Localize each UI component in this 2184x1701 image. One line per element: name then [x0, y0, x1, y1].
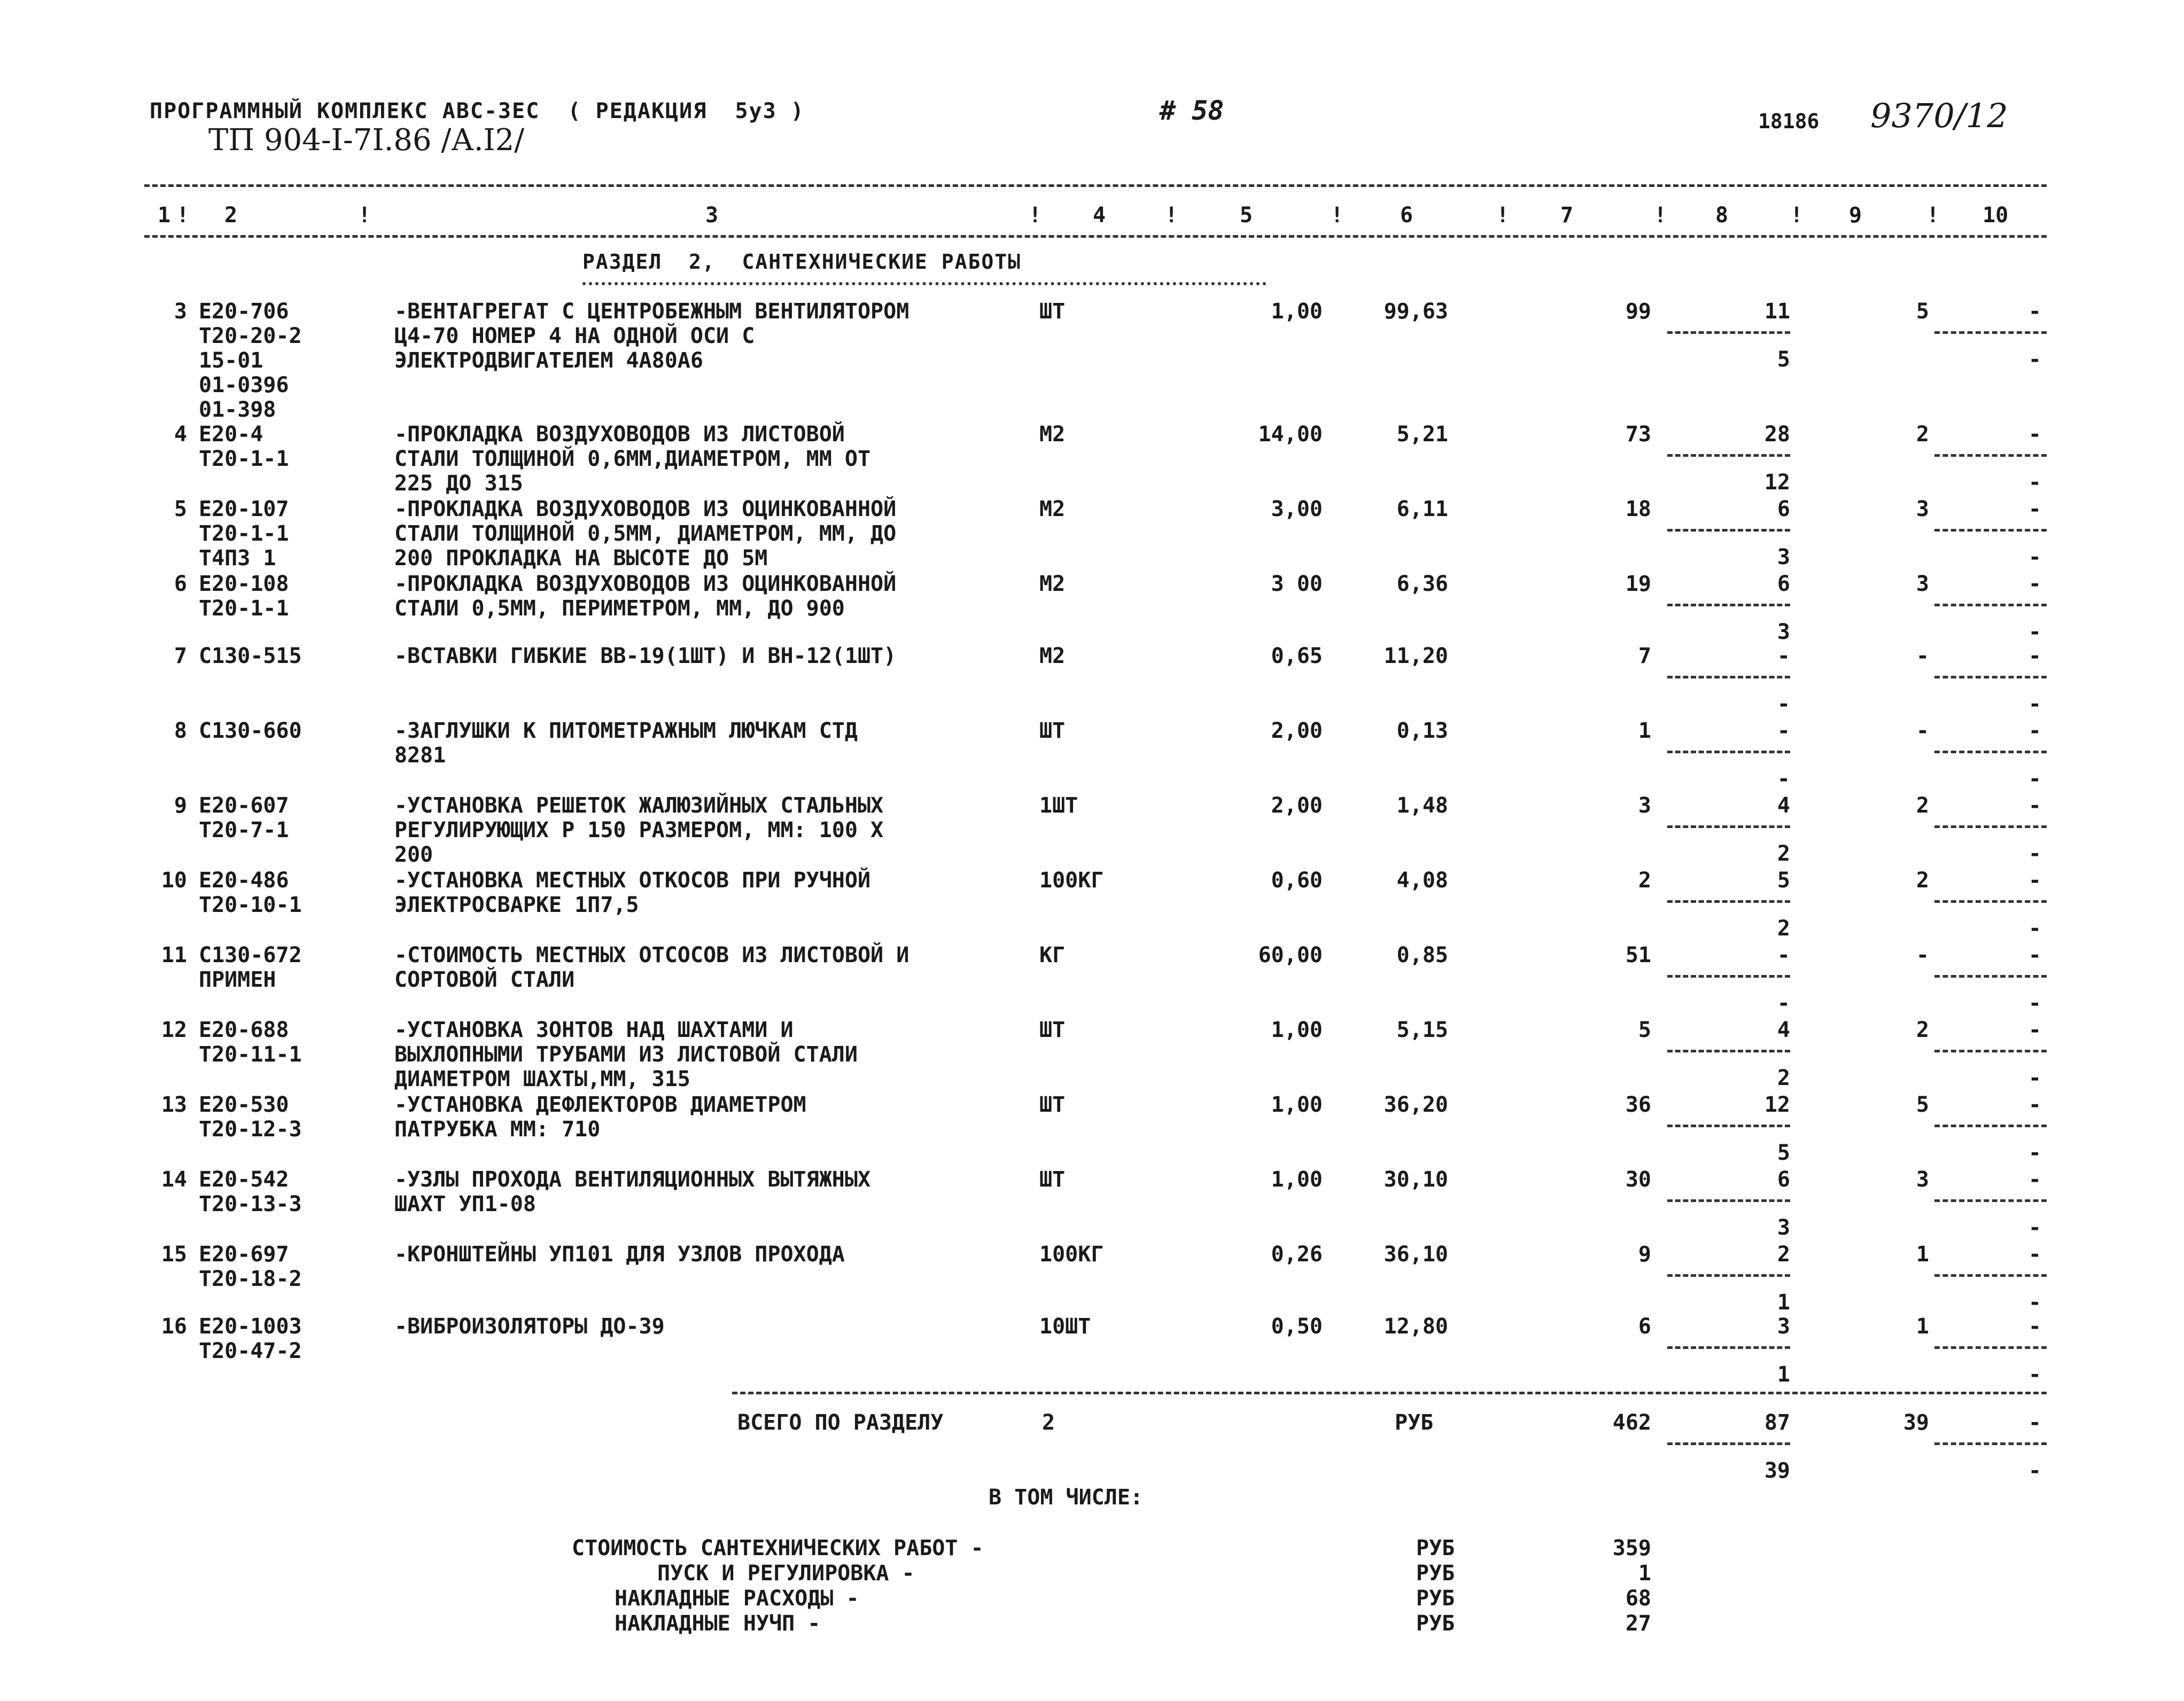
row-code: С130-515 — [199, 644, 302, 668]
row-total: 73 — [1625, 422, 1651, 447]
row-col10: - — [2028, 644, 2041, 668]
col-separator: ! — [1331, 203, 1344, 228]
row-unit: ШТ — [1039, 1093, 1066, 1117]
row-unit: ШТ — [1039, 719, 1066, 743]
row-col9: 2 — [1916, 422, 1929, 447]
row-col8: 12 — [1764, 1093, 1790, 1117]
row-quantity: 1,00 — [1271, 1167, 1323, 1192]
row-col8-lower: 3 — [1777, 545, 1790, 569]
col-separator: ! — [1926, 203, 1940, 228]
row-description: -ПРОКЛАДКА ВОЗДУХОВОДОВ ИЗ ОЦИНКОВАННОЙ СТАЛИ 0,5ММ, ПЕРИМЕТРОМ, ММ, ДО 900 — [394, 572, 897, 621]
row-col10-lower: - — [2028, 1215, 2041, 1240]
row-total: 19 — [1625, 572, 1651, 596]
col-separator: ! — [1029, 203, 1042, 228]
row-code: Е20-4 Т20-1-1 — [199, 422, 289, 471]
row-price: 0,13 — [1396, 719, 1448, 743]
col8-fraction-line — [1667, 1199, 1790, 1202]
col-8: 8 — [1715, 203, 1729, 228]
summary-label: ВСЕГО ПО РАЗДЕЛУ — [737, 1410, 944, 1435]
row-col8-lower: - — [1777, 991, 1790, 1016]
col-4: 4 — [1093, 203, 1106, 228]
col-separator: ! — [358, 203, 371, 228]
summary-unit: РУБ — [1395, 1410, 1434, 1435]
row-code: Е20-530 Т20-12-3 — [199, 1093, 302, 1142]
row-number: 14 — [161, 1167, 187, 1192]
row-unit: ШТ — [1039, 1167, 1066, 1192]
row-total: 3 — [1638, 793, 1651, 818]
row-col10: - — [2028, 943, 2041, 967]
row-col8: 4 — [1777, 1018, 1790, 1042]
row-number: 15 — [161, 1242, 187, 1267]
row-col8: - — [1777, 644, 1790, 668]
row-description: -ВИБРОИЗОЛЯТОРЫ ДО-39 — [394, 1314, 665, 1339]
col-7: 7 — [1560, 203, 1574, 228]
row-description: -УСТАНОВКА ЗОНТОВ НАД ШАХТАМИ И ВЫХЛОПНЫМИ ТРУБАМИ ИЗ ЛИСТОВОЙ СТАЛИ ДИАМЕТРОМ ШАХТЫ,ММ, 315 — [394, 1018, 858, 1091]
row-price: 99,63 — [1384, 299, 1448, 324]
row-total: 36 — [1625, 1093, 1651, 1117]
col10-fraction-line — [1934, 825, 2047, 828]
section-title: РАЗДЕЛ 2, САНТЕХНИЧЕСКИЕ РАБОТЫ — [582, 250, 1021, 274]
col8-fraction-line — [1667, 1274, 1790, 1277]
row-col8: 6 — [1777, 497, 1790, 521]
col8-fraction-line — [1667, 454, 1790, 457]
row-col8-lower: 5 — [1777, 1141, 1790, 1165]
col8-fraction-line — [1667, 331, 1790, 334]
header-divider — [144, 235, 2047, 238]
row-col10-lower: - — [2028, 767, 2041, 791]
row-col10-lower: - — [2028, 470, 2041, 495]
row-col10-lower: - — [2028, 1290, 2041, 1315]
row-total: 99 — [1625, 299, 1651, 324]
row-col10: - — [2028, 422, 2041, 447]
row-description: -СТОИМОСТЬ МЕСТНЫХ ОТСОСОВ ИЗ ЛИСТОВОЙ И СОРТОВОЙ СТАЛИ — [394, 943, 910, 992]
col10-fraction-line — [1934, 751, 2047, 753]
col-5: 5 — [1240, 203, 1253, 228]
row-quantity: 1,00 — [1271, 299, 1323, 324]
summary-divider — [732, 1392, 2047, 1394]
col8-fraction-line — [1667, 676, 1790, 678]
col-6: 6 — [1400, 203, 1413, 228]
row-number: 10 — [161, 868, 187, 893]
row-code: Е20-486 Т20-10-1 — [199, 868, 302, 917]
row-price: 1,48 — [1396, 793, 1448, 818]
row-code: Е20-688 Т20-11-1 — [199, 1018, 302, 1067]
document-number: 18186 — [1758, 110, 1820, 133]
row-col10: - — [2028, 1314, 2041, 1339]
row-col10: - — [2028, 719, 2041, 743]
row-col8-lower: 2 — [1777, 1066, 1790, 1090]
row-quantity: 1,00 — [1271, 1018, 1323, 1042]
row-col8: 6 — [1777, 572, 1790, 596]
breakdown-label: СТОИМОСТЬ САНТЕХНИЧЕСКИХ РАБОТ - — [572, 1536, 984, 1560]
col8-fraction-line — [1667, 529, 1790, 532]
row-col8: 2 — [1777, 1242, 1790, 1267]
row-col10: - — [2028, 497, 2041, 521]
row-description: -ЗАГЛУШКИ К ПИТОМЕТРАЖНЫМ ЛЮЧКАМ СТД 8281 — [394, 719, 858, 768]
program-header: ПРОГРАММНЫЙ КОМПЛЕКС АВС-3ЕС ( РЕДАКЦИЯ 5у3 ) — [150, 99, 805, 123]
row-col9: - — [1916, 719, 1929, 743]
row-total: 30 — [1625, 1167, 1651, 1192]
row-col9: - — [1916, 644, 1929, 668]
row-col8-lower: 1 — [1777, 1290, 1790, 1315]
row-quantity: 1,00 — [1271, 1093, 1323, 1117]
col-separator: ! — [176, 203, 190, 228]
breakdown-value: 27 — [1625, 1611, 1651, 1636]
row-col9: 3 — [1916, 572, 1929, 596]
row-col10-lower: - — [2028, 1066, 2041, 1090]
breakdown-value: 359 — [1612, 1536, 1651, 1560]
row-price: 12,80 — [1384, 1314, 1448, 1339]
row-quantity: 0,65 — [1271, 644, 1323, 668]
row-col10-lower: - — [2028, 545, 2041, 569]
row-unit: М2 — [1039, 572, 1066, 596]
row-code: Е20-1003 Т20-47-2 — [199, 1314, 302, 1363]
row-col8-lower: 2 — [1777, 916, 1790, 941]
tp-code: ТП 904-I-7I.86 /А.I2/ — [208, 123, 525, 158]
row-col9: 2 — [1916, 793, 1929, 818]
summary-col9: 39 — [1903, 1410, 1929, 1435]
row-code: Е20-107 Т20-1-1 Т4П3 1 — [199, 497, 289, 571]
row-quantity: 0,60 — [1271, 868, 1323, 893]
row-col10: - — [2028, 1018, 2041, 1042]
row-col8: - — [1777, 943, 1790, 967]
row-quantity: 0,50 — [1271, 1314, 1323, 1339]
col-3: 3 — [705, 203, 719, 228]
col-separator: ! — [1496, 203, 1510, 228]
breakdown-unit: РУБ — [1416, 1586, 1455, 1611]
row-number: 16 — [161, 1314, 187, 1339]
row-price: 4,08 — [1396, 868, 1448, 893]
row-price: 30,10 — [1384, 1167, 1448, 1192]
col10-fraction-line — [1934, 1346, 2047, 1349]
row-quantity: 3,00 — [1271, 497, 1323, 521]
col-separator: ! — [1654, 203, 1667, 228]
col10-fraction-line — [1934, 1274, 2047, 1277]
row-col10: - — [2028, 1093, 2041, 1117]
row-col8: - — [1777, 719, 1790, 743]
handwritten-number: 9370/12 — [1870, 96, 2008, 135]
col10-fraction-line — [1934, 1050, 2047, 1052]
row-description: -ВЕНТАГРЕГАТ С ЦЕНТРОБЕЖНЫМ ВЕНТИЛЯТОРОМ Ц4-70 НОМЕР 4 НА ОДНОЙ ОСИ С ЭЛЕКТРОДВИГАТЕЛЕМ 4А80А6 — [394, 299, 910, 373]
row-quantity: 14,00 — [1258, 422, 1323, 447]
row-total: 5 — [1638, 1018, 1651, 1042]
row-price: 36,20 — [1384, 1093, 1448, 1117]
row-description: -УСТАНОВКА ДЕФЛЕКТОРОВ ДИАМЕТРОМ ПАТРУБКА ММ: 710 — [394, 1093, 806, 1142]
row-unit: ШТ — [1039, 1018, 1066, 1042]
row-col8: 28 — [1764, 422, 1790, 447]
row-col8: 4 — [1777, 793, 1790, 818]
row-description: -ПРОКЛАДКА ВОЗДУХОВОДОВ ИЗ ЛИСТОВОЙ СТАЛИ ТОЛЩИНОЙ 0,6ММ,ДИАМЕТРОМ, ММ ОТ 225 ДО 315 — [394, 422, 871, 496]
row-unit: 100КГ — [1039, 868, 1104, 893]
row-col8: 6 — [1777, 1167, 1790, 1192]
col10-fraction-line — [1934, 529, 2047, 532]
row-col10: - — [2028, 793, 2041, 818]
row-number: 9 — [174, 793, 187, 818]
row-col9: 3 — [1916, 1167, 1929, 1192]
row-price: 6,11 — [1396, 497, 1448, 521]
row-col10: - — [2028, 868, 2041, 893]
row-code: С130-672 ПРИМЕН — [199, 943, 302, 992]
row-unit: М2 — [1039, 497, 1066, 521]
row-number: 5 — [174, 497, 187, 521]
row-code: Е20-607 Т20-7-1 — [199, 793, 289, 842]
row-code: Е20-542 Т20-13-3 — [199, 1167, 302, 1216]
row-total: 2 — [1638, 868, 1651, 893]
col8-fraction-line — [1667, 975, 1790, 978]
row-description: -ПРОКЛАДКА ВОЗДУХОВОДОВ ИЗ ОЦИНКОВАННОЙ СТАЛИ ТОЛЩИНОЙ 0,5ММ, ДИАМЕТРОМ, ММ, ДО 200 ПРОКЛАДКА НА ВЫСОТЕ ДО 5М — [394, 497, 897, 571]
row-col9: - — [1916, 943, 1929, 967]
col8-fraction-line — [1667, 1050, 1790, 1052]
row-col10: - — [2028, 1242, 2041, 1267]
section-underline — [582, 282, 1266, 285]
summary-col10-lower: - — [2028, 1458, 2041, 1483]
row-col10: - — [2028, 1167, 2041, 1192]
row-unit: 10ШТ — [1039, 1314, 1091, 1339]
row-col10-lower: - — [2028, 1141, 2041, 1165]
breakdown-label: ПУСК И РЕГУЛИРОВКА - — [657, 1561, 915, 1586]
breakdown-unit: РУБ — [1416, 1561, 1455, 1586]
row-quantity: 2,00 — [1271, 719, 1323, 743]
col10-fraction-line — [1934, 1199, 2047, 1202]
row-number: 3 — [174, 299, 187, 324]
row-col8-lower: 2 — [1777, 841, 1790, 866]
row-col8: 3 — [1777, 1314, 1790, 1339]
col-separator: ! — [1165, 203, 1178, 228]
row-total: 18 — [1625, 497, 1651, 521]
row-price: 36,10 — [1384, 1242, 1448, 1267]
summary-col10-divider — [1934, 1442, 2047, 1445]
col8-fraction-line — [1667, 1125, 1790, 1127]
summary-col8-divider — [1667, 1442, 1790, 1445]
summary-total: 462 — [1612, 1410, 1651, 1435]
row-col10-lower: - — [2028, 916, 2041, 941]
breakdown-label: НАКЛАДНЫЕ НУЧП - — [615, 1611, 821, 1636]
row-description: -ВСТАВКИ ГИБКИЕ ВВ-19(1ШТ) И ВН-12(1ШТ) — [394, 644, 897, 668]
row-quantity: 2,00 — [1271, 793, 1323, 818]
row-number: 11 — [161, 943, 187, 967]
col-2: 2 — [224, 203, 238, 228]
row-unit: М2 — [1039, 644, 1066, 668]
row-code: Е20-697 Т20-18-2 — [199, 1242, 302, 1291]
col-1: 1 — [158, 203, 171, 228]
col8-fraction-line — [1667, 825, 1790, 828]
row-col10-lower: - — [2028, 620, 2041, 644]
row-total: 7 — [1638, 644, 1651, 668]
summary-col8: 87 — [1764, 1410, 1790, 1435]
breakdown-label: НАКЛАДНЫЕ РАСХОДЫ - — [615, 1586, 859, 1611]
row-col10-lower: - — [2028, 1362, 2041, 1387]
row-col8-lower: - — [1777, 767, 1790, 791]
col-10: 10 — [1983, 203, 2009, 228]
breakdown-unit: РУБ — [1416, 1611, 1455, 1636]
row-unit: 1ШТ — [1039, 793, 1078, 818]
row-total: 51 — [1625, 943, 1651, 967]
col10-fraction-line — [1934, 331, 2047, 334]
row-total: 6 — [1638, 1314, 1651, 1339]
summary-col8-lower: 39 — [1764, 1458, 1790, 1483]
row-col9: 3 — [1916, 497, 1929, 521]
row-col9: 5 — [1916, 299, 1929, 324]
row-unit: ШТ — [1039, 299, 1066, 324]
row-col9: 2 — [1916, 1018, 1929, 1042]
row-col9: 5 — [1916, 1093, 1929, 1117]
row-number: 7 — [174, 644, 187, 668]
col10-fraction-line — [1934, 900, 2047, 903]
row-col9: 2 — [1916, 868, 1929, 893]
row-col8-lower: 5 — [1777, 347, 1790, 372]
col10-fraction-line — [1934, 975, 2047, 978]
col-separator: ! — [1790, 203, 1804, 228]
row-code: Е20-706 Т20-20-2 15-01 01-0396 01-398 — [199, 299, 302, 422]
row-code: С130-660 — [199, 719, 302, 743]
breakdown-value: 68 — [1625, 1586, 1651, 1611]
row-col10-lower: - — [2028, 841, 2041, 866]
row-col8-lower: 12 — [1764, 470, 1790, 495]
row-total: 9 — [1638, 1242, 1651, 1267]
col10-fraction-line — [1934, 676, 2047, 678]
row-quantity: 3 00 — [1271, 572, 1323, 596]
row-col8: 5 — [1777, 868, 1790, 893]
summary-col10: - — [2028, 1410, 2041, 1435]
row-col10-lower: - — [2028, 347, 2041, 372]
row-price: 11,20 — [1384, 644, 1448, 668]
row-number: 13 — [161, 1093, 187, 1117]
col8-fraction-line — [1667, 900, 1790, 903]
row-quantity: 60,00 — [1258, 943, 1323, 967]
row-description: -КРОНШТЕЙНЫ УП101 ДЛЯ УЗЛОВ ПРОХОДА — [394, 1242, 845, 1267]
row-number: 6 — [174, 572, 187, 596]
breakdown-value: 1 — [1638, 1561, 1651, 1586]
row-description: -УСТАНОВКА РЕШЕТОК ЖАЛЮЗИЙНЫХ СТАЛЬНЫХ РЕГУЛИРУЮЩИХ Р 150 РАЗМЕРОМ, ММ: 100 Х 200 — [394, 793, 884, 867]
breakdown-unit: РУБ — [1416, 1536, 1455, 1560]
row-number: 4 — [174, 422, 187, 447]
col10-fraction-line — [1934, 604, 2047, 606]
row-quantity: 0,26 — [1271, 1242, 1323, 1267]
row-price: 0,85 — [1396, 943, 1448, 967]
row-col10: - — [2028, 572, 2041, 596]
row-description: -УЗЛЫ ПРОХОДА ВЕНТИЛЯЦИОННЫХ ВЫТЯЖНЫХ ШАХТ УП1-08 — [394, 1167, 871, 1216]
col-9: 9 — [1849, 203, 1862, 228]
row-number: 8 — [174, 719, 187, 743]
row-col8-lower: - — [1777, 692, 1790, 716]
row-col10-lower: - — [2028, 692, 2041, 716]
including-title: В ТОМ ЧИСЛЕ: — [989, 1485, 1143, 1510]
row-unit: 100КГ — [1039, 1242, 1104, 1267]
row-col8-lower: 1 — [1777, 1362, 1790, 1387]
summary-section: 2 — [1042, 1410, 1055, 1435]
row-unit: КГ — [1039, 943, 1066, 967]
row-total: 1 — [1638, 719, 1651, 743]
col8-fraction-line — [1667, 604, 1790, 606]
row-col9: 1 — [1916, 1314, 1929, 1339]
row-number: 12 — [161, 1018, 187, 1042]
row-price: 5,15 — [1396, 1018, 1448, 1042]
top-divider — [144, 184, 2047, 187]
row-unit: М2 — [1039, 422, 1066, 447]
row-col10: - — [2028, 299, 2041, 324]
row-code: Е20-108 Т20-1-1 — [199, 572, 289, 621]
col8-fraction-line — [1667, 751, 1790, 753]
row-col8-lower: 3 — [1777, 1215, 1790, 1240]
page-number: # 58 — [1160, 95, 1224, 126]
col10-fraction-line — [1934, 454, 2047, 457]
row-col8: 11 — [1764, 299, 1790, 324]
col10-fraction-line — [1934, 1125, 2047, 1127]
row-price: 5,21 — [1396, 422, 1448, 447]
col8-fraction-line — [1667, 1346, 1790, 1349]
row-col10-lower: - — [2028, 991, 2041, 1016]
row-col9: 1 — [1916, 1242, 1929, 1267]
row-description: -УСТАНОВКА МЕСТНЫХ ОТКОСОВ ПРИ РУЧНОЙ ЭЛЕКТРОСВАРКЕ 1П7,5 — [394, 868, 871, 917]
row-price: 6,36 — [1396, 572, 1448, 596]
row-col8-lower: 3 — [1777, 620, 1790, 644]
